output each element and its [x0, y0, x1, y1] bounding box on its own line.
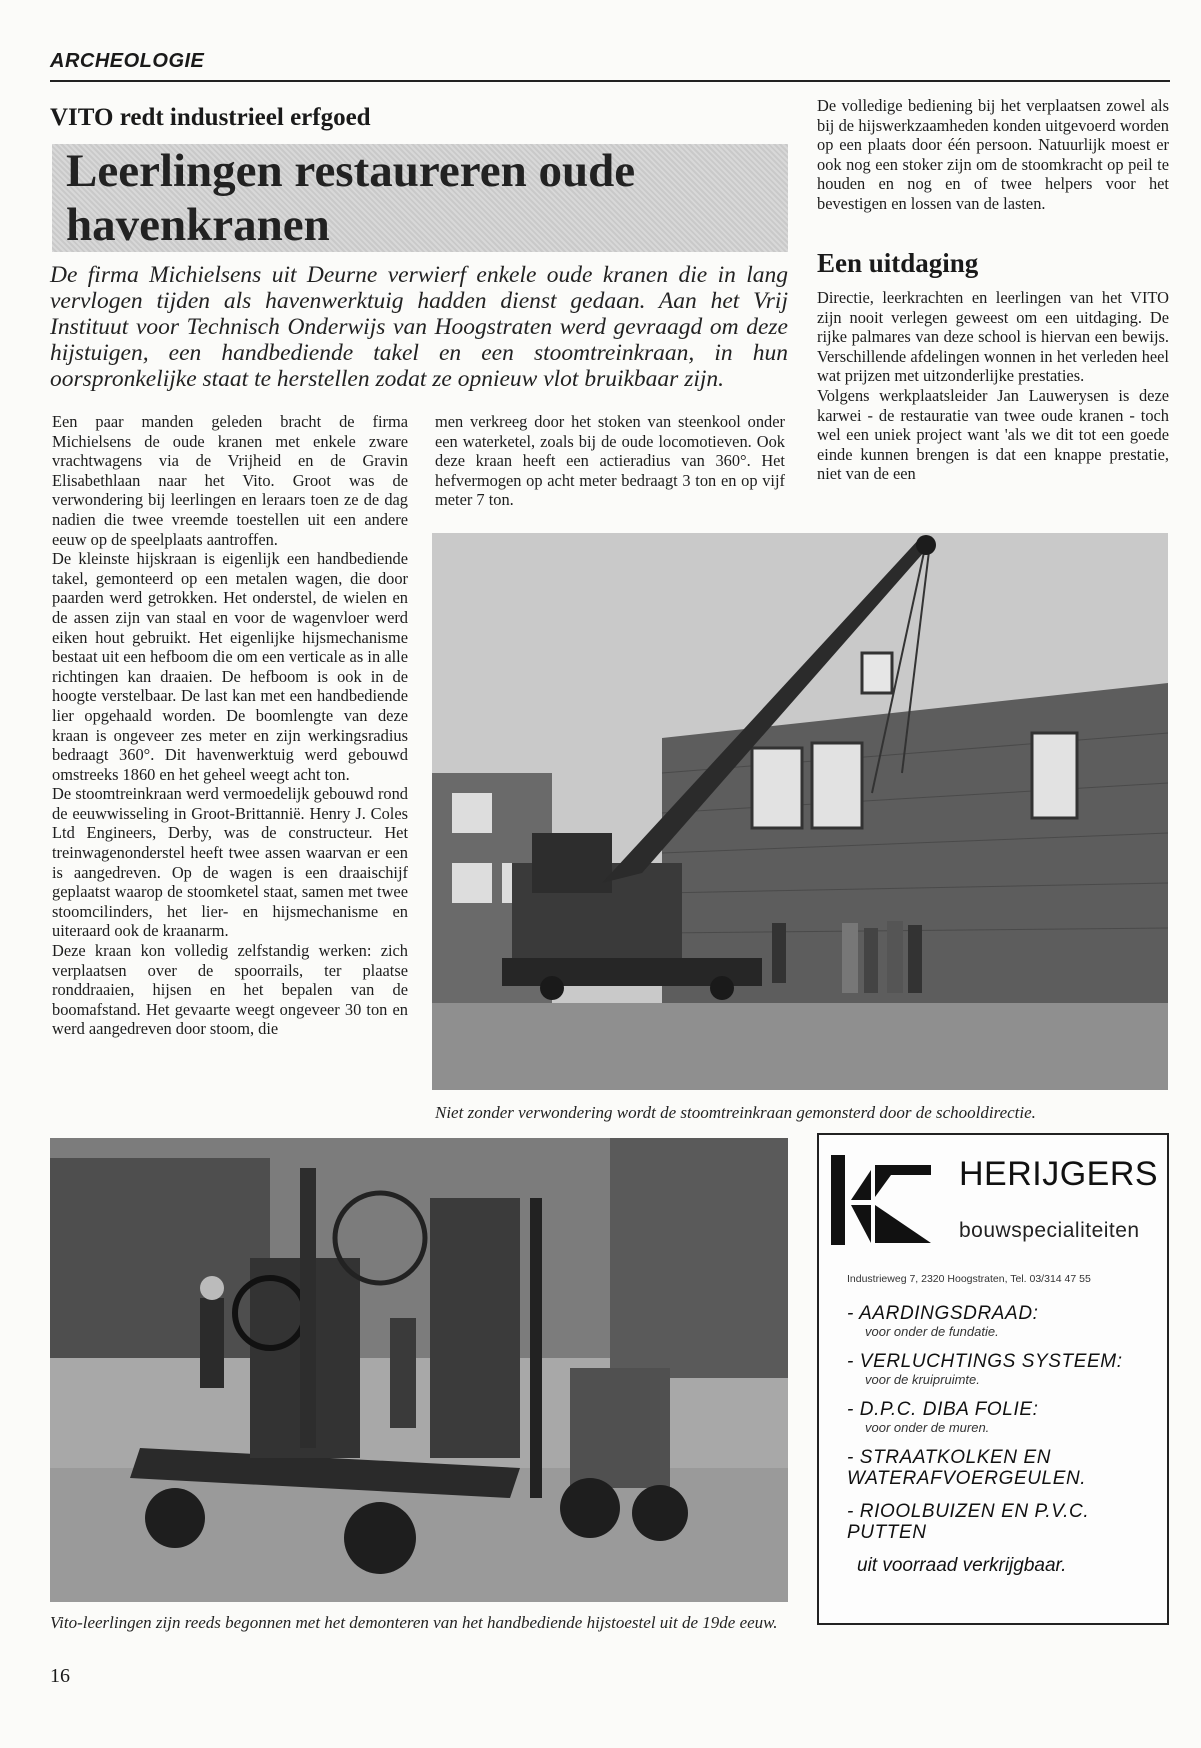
paragraph: De stoomtreinkraan werd vermoedelijk gebouwd rond de eeuwwisseling in Groot-Brittannië. Henry J. Coles Ltd Engineers, Derby, was de constructeur. Het treinwagenonderstel heeft twee assen waarvan er een is aangedreven. Op de wagen is een draaischijf geplaatst waarop de stoomketel staat, samen met twee stoomcilinders, het lier- en hijsmechanisme en uiteraard ook de kraanarm.: [52, 784, 408, 941]
header-rule: [50, 80, 1170, 82]
body-column-1: [52, 412, 408, 1039]
ad-product-list: [847, 1303, 1157, 1577]
paragraph: De volledige bediening bij het verplaatsen zowel als bij de hijswerkzaamheden konden uitgevoerd worden op een plaats door één persoon. Natuurlijk moest er ook nog een stoker zijn om de stoomkracht op peil te houden en nog en of twee helpers voor het bevestigen en lossen van de lasten.: [817, 96, 1169, 213]
herijgers-logo-icon: [831, 1155, 939, 1247]
paragraph: Een paar manden geleden bracht de firma Michielsens de oude kranen met enkele zware vrachtwagens via de Vrijheid en de Gravin Elisabethlaan naar het Vito. Groot was de verwondering bij leerlingen en leraars toen ze de dag nadien die twee vreemde toestellen uit een andere eeuw op de speelplaats aantroffen.: [52, 412, 408, 549]
hand-crane-photo: [50, 1138, 788, 1602]
ad-product-item: [847, 1351, 1157, 1387]
ad-product-item: [847, 1501, 1157, 1543]
ad-product-heading: - AARDINGSDRAAD:: [847, 1303, 1039, 1324]
ad-product-heading: - VERLUCHTINGS SYSTEEM:: [847, 1351, 1123, 1372]
ad-product-heading: - D.P.C. DIBA FOLIE:: [847, 1399, 1039, 1420]
article-title: Leerlingen restaureren oude havenkranen: [66, 145, 636, 251]
body-column-3-continued: [817, 288, 1169, 484]
ad-product-heading: - STRAATKOLKEN EN WATERAFVOERGEULEN.: [847, 1447, 1087, 1489]
paragraph: Directie, leerkrachten en leerlingen van het VITO zijn nooit verlegen geweest om een uitdaging. De rijke palmares van deze school is hiervan een bewijs. Verschillende afdelingen wonnen in het verleden heel wat prijzen met uitzonderlijke prestaties.: [817, 288, 1169, 386]
ad-product-item: [847, 1303, 1157, 1339]
article-kicker: VITO redt industrieel erfgoed: [50, 104, 371, 131]
ad-subtitle: bouwspecialiteiten: [959, 1219, 1140, 1242]
subheading: Een uitdaging: [817, 248, 979, 278]
page-number: 16: [50, 1665, 70, 1687]
paragraph: men verkreeg door het stoken van steenkool onder een waterketel, zoals bij de oude locomotieven. Ook deze kraan heeft een actieradius van 360°. Het hefvermogen op acht meter bedraagt 3 ton en op vijf meter 7 ton.: [435, 412, 785, 510]
ad-product-item: [847, 1447, 1157, 1489]
paragraph: Deze kraan kon volledig zelfstandig werken: zich verplaatsen over de spoorrails, ter plaatse ronddraaien, hijsen en het bepalen van de boomafstand. Het gevaarte weegt ongeveer 30 ton en werd aangedreven door stoom, die: [52, 941, 408, 1039]
ad-product-item: [847, 1399, 1157, 1435]
ad-brand-name: HERIJGERS: [959, 1155, 1159, 1193]
paragraph: De kleinste hijskraan is eigenlijk een handbediende takel, gemonteerd op een metalen wagen, die door paarden werd getrokken. Het onderstel, de wielen en de assen zijn van staal en voor de wagenvloer werd eiken hout gebruikt. Het eigenlijke hijsmechanisme bestaat uit een hefboom die om een verticale as in alle richtingen kan draaien. De hefboom is ook in de hoogte verstelbaar. De last kan met een handbediende lier opgehaald worden. De boomlengte van deze kraan is ongeveer zes meter en zijn werkingsradius bedraagt 360°. Dit havenwerktuig werd gebouwd omstreeks 1860 en het geheel weegt acht ton.: [52, 549, 408, 784]
paragraph: Volgens werkplaatsleider Jan Lauwerysen is deze karwei - de restauratie van twee oude kranen - toch wel een uniek project want 'als we dit tot een goede einde kunnen brengen is dat een knappe prestatie, niet van de een: [817, 385, 1169, 484]
ad-product-note: voor onder de muren.: [865, 1420, 990, 1435]
herijgers-advertisement: [817, 1133, 1169, 1625]
ad-product-note: voor onder de fundatie.: [865, 1324, 999, 1339]
ad-footer: uit voorraad verkrijgbaar.: [857, 1555, 1067, 1576]
article-intro: De firma Michielsens uit Deurne verwierf enkele oude kranen die in lang vervlogen tijden als havenwerktuig hadden dienst gedaan. Aan het Vrij Instituut voor Technisch Onderwijs van Hoogstraten werd gevraagd om deze hijstuigen, een handbediende takel en een stoomtreinkraan, in hun oorspronkelijke staat te herstellen zodat ze opnieuw vlot bruikbaar zijn.: [50, 262, 788, 392]
body-column-2: [435, 412, 785, 510]
ad-product-note: voor de kruipruimte.: [865, 1372, 980, 1387]
ad-address: Industrieweg 7, 2320 Hoogstraten, Tel. 03/314 47 55: [847, 1273, 1091, 1285]
photo-caption: Niet zonder verwondering wordt de stoomtreinkraan gemonsterd door de schooldirectie.: [435, 1103, 1036, 1122]
photo-caption: Vito-leerlingen zijn reeds begonnen met het demonteren van het handbediende hijstoestel uit de 19de eeuw.: [50, 1613, 778, 1632]
ad-product-heading: - RIOOLBUIZEN EN P.V.C. PUTTEN: [847, 1501, 1090, 1543]
body-column-3: [817, 96, 1169, 214]
section-label: ARCHEOLOGIE: [50, 50, 205, 72]
steam-crane-photo: [432, 533, 1168, 1090]
